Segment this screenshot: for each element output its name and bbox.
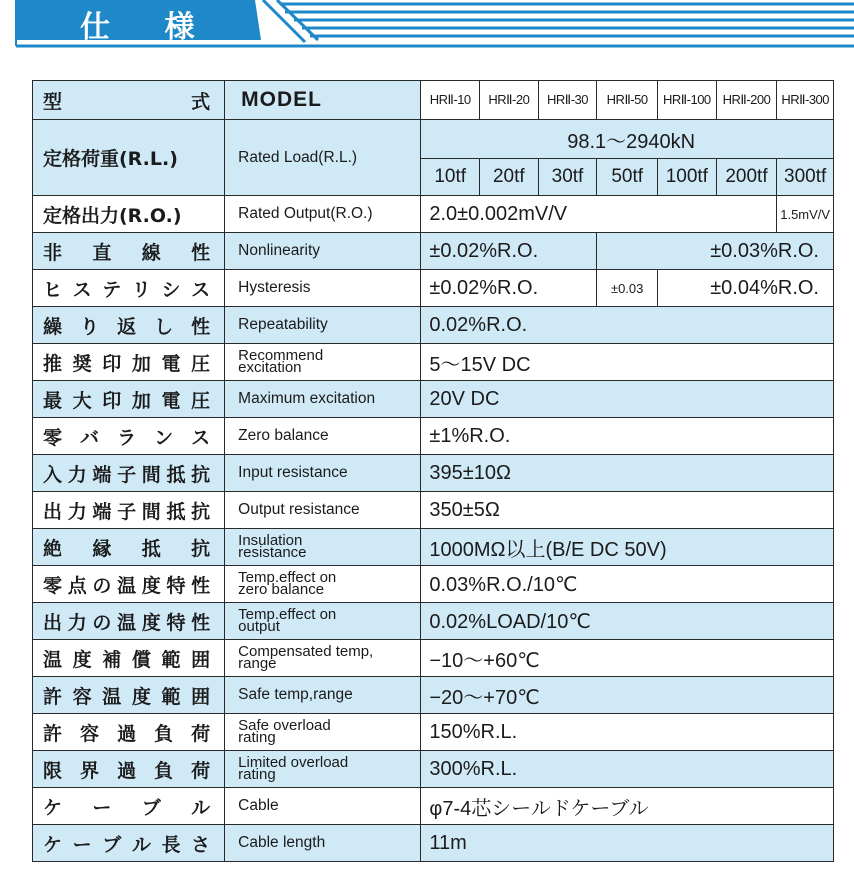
row-label-char: 抗 [191, 463, 211, 486]
row-label-en: Insulation resistance [225, 529, 421, 566]
row-label-char: 性 [191, 241, 211, 264]
row-label-jp [33, 418, 225, 455]
row-label-char: 囲 [191, 648, 211, 671]
model-cell: HRⅡ-100 [658, 81, 717, 120]
row-label-char: 繰 [43, 315, 63, 338]
row-label-char: 零 [43, 574, 63, 597]
row-label-en: Rated Output(R.O.) [225, 196, 421, 233]
row-label-char: 加 [131, 352, 151, 375]
row-label-char: 力 [67, 500, 87, 523]
row-label-char: 補 [102, 648, 122, 671]
row-label-en: Recommend excitation [225, 344, 421, 381]
row-label-jp [33, 233, 225, 270]
row-label-char: 電 [161, 389, 181, 412]
capacity-cell: 20tf [480, 159, 539, 196]
row-value: 300%R.L. [421, 751, 834, 788]
row-value: 5～15V DC [421, 344, 834, 381]
row-label-jp [33, 492, 225, 529]
row-label-en: Safe temp,range [225, 677, 421, 714]
zero-balance-row [33, 418, 834, 455]
type-header: 型 式 [33, 81, 225, 120]
row-label-jp [33, 307, 225, 344]
row-label-char: 度 [72, 648, 92, 671]
row-label-jp [33, 825, 225, 862]
row-label-jp [33, 714, 225, 751]
limited-overload-row [33, 751, 834, 788]
temp-output-row [33, 603, 834, 640]
rated-load-jp: 定格荷重(R.L.) [33, 120, 225, 196]
safe-temp-row [33, 677, 834, 714]
row-label-jp [33, 751, 225, 788]
row-label-char: 間 [141, 500, 161, 523]
row-label-char: 返 [117, 315, 137, 338]
row-label-char: 印 [102, 352, 122, 375]
row-label-char: 負 [154, 722, 174, 745]
row-label-char: 性 [191, 611, 211, 634]
row-label-en: Input resistance [225, 455, 421, 492]
row-label-char: 囲 [191, 685, 211, 708]
input-resistance-row [33, 455, 834, 492]
capacity-cell: 100tf [658, 159, 717, 196]
row-label-char: 加 [131, 389, 151, 412]
row-label-jp: 定格出力(R.O.) [33, 196, 225, 233]
row-value: ±1%R.O. [421, 418, 834, 455]
row-label-char: 荷 [191, 722, 211, 745]
row-label-char: 償 [131, 648, 151, 671]
row-label-en: Nonlinearity [225, 233, 421, 270]
row-value: 1000MΩ以上(B/E DC 50V) [421, 529, 834, 566]
row-label-jp [33, 381, 225, 418]
row-label-en: Output resistance [225, 492, 421, 529]
row-value: 0.03%R.O./10℃ [421, 566, 834, 603]
row-label-char: ケ [43, 833, 63, 856]
row-label-char: 抵 [166, 463, 186, 486]
row-label-en: Safe overload rating [225, 714, 421, 751]
capacity-cell: 300tf [777, 159, 834, 196]
row-label-char: 範 [161, 685, 181, 708]
row-label-char: ル [191, 796, 211, 819]
capacity-cell: 10tf [421, 159, 480, 196]
row-value: 11m [421, 825, 834, 862]
row-label-char: 推 [43, 352, 63, 375]
row-label-jp [33, 640, 225, 677]
row-label-char: ブ [102, 833, 122, 856]
row-label-char: り [80, 315, 100, 338]
row-label-char: 縁 [92, 537, 112, 560]
row-label-char: 直 [92, 241, 112, 264]
max-excitation-row [33, 381, 834, 418]
row-label-char: 非 [43, 241, 63, 264]
row-label-char: リ [131, 278, 151, 301]
row-value: 2.0±0.002mV/V [421, 196, 777, 233]
row-label-en: Temp.effect on zero balance [225, 566, 421, 603]
recommend-excitation-row [33, 344, 834, 381]
rated-load-en: Rated Load(R.L.) [225, 120, 421, 196]
row-label-jp [33, 455, 225, 492]
nonlinearity-row [33, 233, 834, 270]
row-label-char: 界 [80, 759, 100, 782]
header-row [33, 81, 834, 120]
row-label-char: 出 [43, 500, 63, 523]
row-value-high: ±0.03%R.O. [597, 233, 834, 270]
row-label-en: Hysteresis [225, 270, 421, 307]
model-cell: HRⅡ-10 [421, 81, 480, 120]
row-label-en: Maximum excitation [225, 381, 421, 418]
row-label-char: 温 [102, 685, 122, 708]
compensated-temp-row [33, 640, 834, 677]
row-label-char: 電 [161, 352, 181, 375]
row-label-char: テ [102, 278, 122, 301]
row-value: −10～+60℃ [421, 640, 834, 677]
row-label-char: 容 [80, 722, 100, 745]
row-label-char: 子 [117, 500, 137, 523]
row-label-en: Limited overload rating [225, 751, 421, 788]
row-label-char: 圧 [191, 389, 211, 412]
section-title: 仕 様 [80, 10, 217, 45]
row-value-high: ±0.04%R.O. [658, 270, 834, 307]
row-label-char: 力 [67, 463, 87, 486]
row-label-en: Cable [225, 788, 421, 825]
row-label-char: バ [80, 426, 100, 449]
section-title-bar [0, 0, 854, 48]
row-label-char: ス [191, 426, 211, 449]
rated-output-row [33, 196, 834, 233]
output-resistance-row [33, 492, 834, 529]
row-label-char: 特 [166, 611, 186, 634]
safe-overload-row [33, 714, 834, 751]
row-label-char: 出 [43, 611, 63, 634]
model-cell: HRⅡ-200 [716, 81, 777, 120]
capacity-cell: 50tf [597, 159, 658, 196]
row-label-en: Cable length [225, 825, 421, 862]
row-label-jp [33, 344, 225, 381]
row-label-char: 圧 [191, 352, 211, 375]
row-label-char: ラ [117, 426, 137, 449]
row-label-char: 抵 [141, 537, 161, 560]
row-label-char: 性 [191, 315, 211, 338]
row-label-char: 抗 [191, 537, 211, 560]
cable-row [33, 788, 834, 825]
row-label-char: 過 [117, 722, 137, 745]
row-label-jp [33, 603, 225, 640]
row-label-char: ス [191, 278, 211, 301]
row-label-char: 度 [131, 685, 151, 708]
spec-table [32, 80, 834, 862]
cable-length-row [33, 825, 834, 862]
row-label-char: 限 [43, 759, 63, 782]
row-label-char: 特 [166, 574, 186, 597]
row-label-char: 範 [161, 648, 181, 671]
rated-load-row [33, 120, 834, 159]
row-label-char: 負 [154, 759, 174, 782]
model-cell: HRⅡ-30 [538, 81, 597, 120]
row-label-char: シ [161, 278, 181, 301]
row-label-char: 子 [117, 463, 137, 486]
row-value-300: 1.5mV/V [777, 196, 834, 233]
row-label-char: 長 [161, 833, 181, 856]
row-label-char: し [154, 315, 174, 338]
capacity-cell: 200tf [716, 159, 777, 196]
row-label-en: Repeatability [225, 307, 421, 344]
row-label-char: 度 [141, 611, 161, 634]
repeatability-row [33, 307, 834, 344]
row-label-char: 温 [43, 648, 63, 671]
row-value: ±0.02%R.O. [421, 233, 597, 270]
row-label-char: ブ [141, 796, 161, 819]
row-label-char: ン [154, 426, 174, 449]
row-label-jp [33, 270, 225, 307]
row-label-char: 絶 [43, 537, 63, 560]
row-label-char: ヒ [43, 278, 63, 301]
row-value: 350±5Ω [421, 492, 834, 529]
row-value: ±0.02%R.O. [421, 270, 597, 307]
row-label-char: 度 [141, 574, 161, 597]
row-value: −20～+70℃ [421, 677, 834, 714]
temp-zero-row [33, 566, 834, 603]
row-label-en: Zero balance [225, 418, 421, 455]
row-label-char: 大 [72, 389, 92, 412]
row-label-char: 端 [92, 463, 112, 486]
row-value: φ7-4芯シールドケーブル [421, 788, 834, 825]
hysteresis-row [33, 270, 834, 307]
row-label-char: 最 [43, 389, 63, 412]
row-value-50: ±0.03 [597, 270, 658, 307]
row-label-jp [33, 566, 225, 603]
row-label-char: の [92, 611, 112, 634]
row-value: 150%R.L. [421, 714, 834, 751]
row-label-char: ー [92, 796, 112, 819]
model-cell: HRⅡ-50 [597, 81, 658, 120]
row-label-char: 奨 [72, 352, 92, 375]
row-label-char: 線 [141, 241, 161, 264]
row-label-char: 荷 [191, 759, 211, 782]
capacity-cell: 30tf [538, 159, 597, 196]
row-value: 20V DC [421, 381, 834, 418]
row-value: 0.02%LOAD/10℃ [421, 603, 834, 640]
row-label-char: ー [72, 833, 92, 856]
row-label-char: 抵 [166, 500, 186, 523]
row-label-char: の [92, 574, 112, 597]
row-label-en: Compensated temp, range [225, 640, 421, 677]
row-label-jp [33, 788, 225, 825]
row-value: 0.02%R.O. [421, 307, 834, 344]
row-label-char: 零 [43, 426, 63, 449]
row-label-char: 温 [117, 611, 137, 634]
insulation-row [33, 529, 834, 566]
model-cell: HRⅡ-20 [480, 81, 539, 120]
row-label-char: 間 [141, 463, 161, 486]
row-label-char: 容 [72, 685, 92, 708]
row-value: 395±10Ω [421, 455, 834, 492]
row-label-char: さ [191, 833, 211, 856]
row-label-jp [33, 677, 225, 714]
row-label-char: 性 [191, 574, 211, 597]
row-label-char: 抗 [191, 500, 211, 523]
row-label-char: 入 [43, 463, 63, 486]
rated-load-range: 98.1～2940kN [421, 120, 834, 159]
row-label-char: 端 [92, 500, 112, 523]
model-header: MODEL [225, 81, 421, 120]
row-label-char: 印 [102, 389, 122, 412]
row-label-char: 点 [67, 574, 87, 597]
row-label-char: 力 [67, 611, 87, 634]
row-label-char: ス [72, 278, 92, 301]
row-label-char: ケ [43, 796, 63, 819]
row-label-char: 許 [43, 722, 63, 745]
row-label-char: 温 [117, 574, 137, 597]
row-label-jp [33, 529, 225, 566]
row-label-char: 許 [43, 685, 63, 708]
row-label-char: ル [131, 833, 151, 856]
row-label-en: Temp.effect on output [225, 603, 421, 640]
model-cell: HRⅡ-300 [777, 81, 834, 120]
row-label-char: 過 [117, 759, 137, 782]
